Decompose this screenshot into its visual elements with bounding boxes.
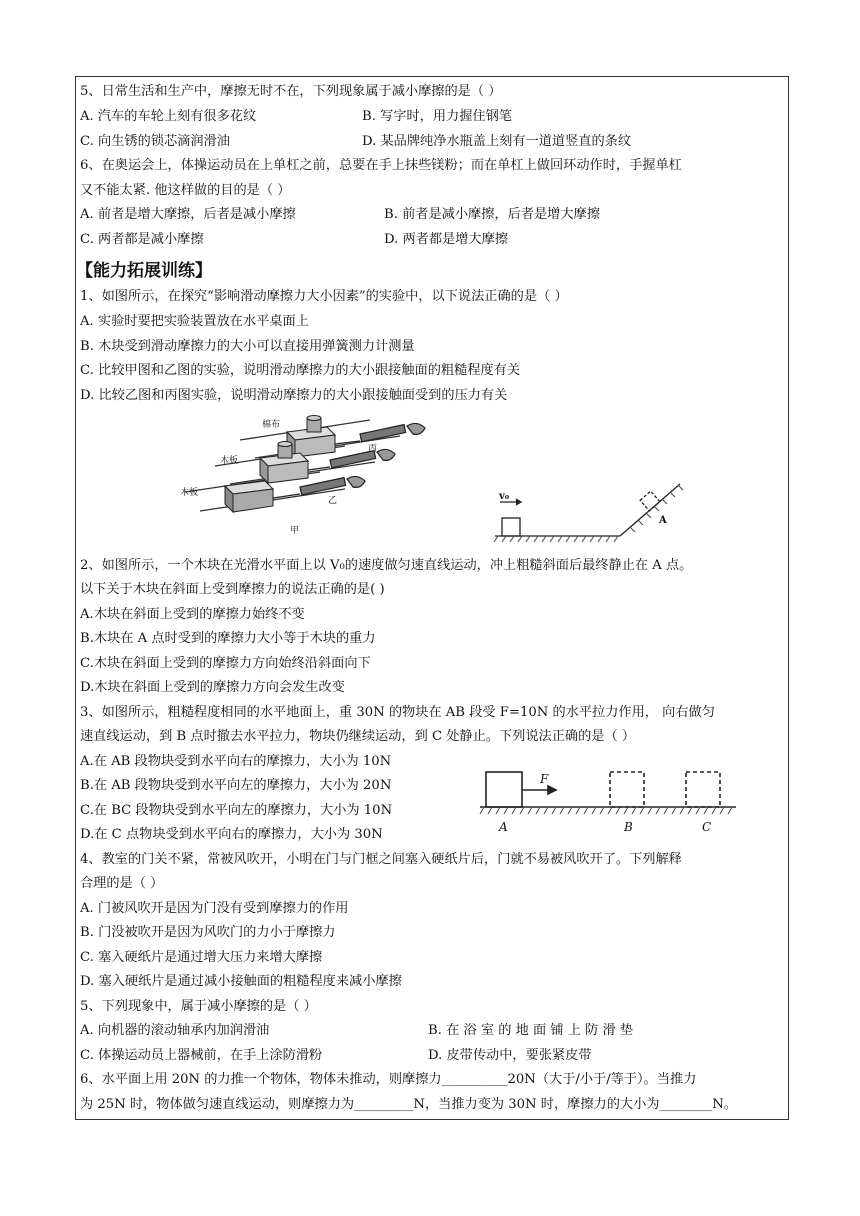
p2-q5-option-c: C. 体操运动员上器械前，在手上涂防滑粉 <box>80 1048 323 1063</box>
p2-q2-option-a: A.木块在斜面上受到的摩擦力始终不变 <box>80 607 305 622</box>
p2-q2-option-d: D.木块在斜面上受到的摩擦力方向会发生改变 <box>80 680 345 695</box>
section-title: 【能力拓展训练】 <box>76 261 212 281</box>
q6-option-b: B. 前者是减小摩擦，后者是增大摩擦 <box>384 207 600 222</box>
q6-stem-2: 又不能太紧. 他这样做的目的是（ ） <box>80 183 291 198</box>
q6-option-d: D. 两者都是增大摩擦 <box>384 232 508 247</box>
p2-q4-option-c: C. 塞入硬纸片是通过增大压力来增大摩擦 <box>80 950 323 965</box>
p2-q2-option-b: B.木块在 A 点时受到的摩擦力大小等于木块的重力 <box>80 631 376 646</box>
p2-q1-option-b: B. 木块受到滑动摩擦力的大小可以直接用弹簧测力计测量 <box>80 339 415 354</box>
p2-q6-line-1: 6、水平面上用 20N 的力推一个物体，物体未推动，则摩擦力__________20N（大于/小于/等于）。当推力 <box>80 1072 697 1087</box>
p2-q2-option-c: C.木块在斜面上受到的摩擦力方向始终沿斜面向下 <box>80 656 371 671</box>
label-bing: 丙 <box>368 444 378 454</box>
p2-q6-line-2: 为 25N 时，物体做匀速直线运动，则摩擦力为_________N，当推力变为 30N 时，摩擦力的大小为________N。 <box>80 1097 737 1112</box>
p2-q2-stem-2: 以下关于木块在斜面上受到摩擦力的说法正确的是( ) <box>80 582 385 597</box>
label-point-a: A <box>659 515 667 526</box>
q6-option-a: A. 前者是增大摩擦，后者是减小摩擦 <box>80 207 296 222</box>
q6-stem-1: 6、在奥运会上，体操运动员在上单杠之前，总要在手上抹些镁粉；而在单杠上做回环动作时，手握单杠 <box>80 158 682 173</box>
label-point-b-track: B <box>624 820 633 834</box>
p2-q1-option-d: D. 比较乙图和丙图实验，说明滑动摩擦力的大小跟接触面受到的压力有关 <box>80 388 508 403</box>
track-figure <box>478 766 740 836</box>
q5-option-a: A. 汽车的车轮上刻有很多花纹 <box>80 109 257 124</box>
p2-q3-stem-2: 速直线运动，到 B 点时撤去水平拉力，物块仍继续运动，到 C 处静止。下列说法正确的是（ ） <box>80 729 636 744</box>
p2-q5-stem: 5、下列现象中，属于减小摩擦的是（ ） <box>80 999 317 1014</box>
label-point-a-track: A <box>499 820 508 834</box>
label-board-1: 木板 <box>220 456 239 466</box>
p2-q4-option-a: A. 门被风吹开是因为门没有受到摩擦力的作用 <box>80 901 349 916</box>
label-cotton: 棉布 <box>262 420 281 430</box>
label-yi: 乙 <box>328 496 338 506</box>
p2-q3-stem-1: 3、如图所示，粗糙程度相同的水平地面上，重 30N 的物块在 AB 段受 F=10N 的水平拉力作用， 向右做匀 <box>80 705 715 720</box>
q6-option-c: C. 两者都是减小摩擦 <box>80 232 204 247</box>
p2-q1-option-a: A. 实验时要把实验装置放在水平桌面上 <box>80 314 309 329</box>
p2-q4-stem-2: 合理的是（ ） <box>80 876 164 891</box>
label-force-f: F <box>540 772 549 786</box>
p2-q4-option-d: D. 塞入硬纸片是通过减小接触面的粗糙程度来减小摩擦 <box>80 974 402 989</box>
p2-q5-option-a: A. 向机器的滚动轴承内加润滑油 <box>80 1023 270 1038</box>
p2-q5-option-b: B. 在 浴 室 的 地 面 铺 上 防 滑 垫 <box>428 1023 634 1038</box>
q5-option-b: B. 写字时，用力握住钢笔 <box>362 109 512 124</box>
p2-q3-option-b: B.在 AB 段物块受到水平向左的摩擦力，大小为 20N <box>80 778 392 793</box>
q5-stem: 5、日常生活和生产中，摩擦无时不在，下列现象属于减小摩擦的是（ ） <box>80 84 502 99</box>
p2-q4-stem-1: 4、教室的门关不紧，常被风吹开，小明在门与门框之间塞入硬纸片后，门就不易被风吹开了。下列解释 <box>80 852 682 867</box>
label-jia: 甲 <box>290 526 300 536</box>
q5-option-c: C. 向生锈的锁芯滴润滑油 <box>80 134 230 149</box>
p2-q5-option-d: D. 皮带传动中，要张紧皮带 <box>428 1048 592 1063</box>
p2-q3-option-a: A.在 AB 段物块受到水平向右的摩擦力，大小为 10N <box>80 754 392 769</box>
p2-q3-option-d: D.在 C 点物块受到水平向右的摩擦力，大小为 30N <box>80 827 383 842</box>
label-point-c-track: C <box>702 820 712 834</box>
p2-q1-option-c: C. 比较甲图和乙图的实验，说明滑动摩擦力的大小跟接触面的粗糙程度有关 <box>80 363 521 378</box>
p2-q2-stem-1: 2、如图所示，一个木块在光滑水平面上以 V₀的速度做匀速直线运动，冲上粗糙斜面后最终静止在 A 点。 <box>80 558 693 573</box>
q5-option-d: D. 某品牌纯净水瓶盖上刻有一道道竖直的条纹 <box>362 134 632 149</box>
p2-q3-option-c: C.在 BC 段物块受到水平向左的摩擦力，大小为 10N <box>80 803 393 818</box>
label-v0: v₀ <box>499 491 510 502</box>
label-board-2: 木板 <box>180 488 199 498</box>
friction-experiment-figure <box>175 410 440 542</box>
p2-q1-stem: 1、如图所示，在探究“影响滑动摩擦力大小因素”的实验中，以下说法正确的是（ ） <box>80 289 568 304</box>
p2-q4-option-b: B. 门没被吹开是因为风吹门的力小于摩擦力 <box>80 925 336 940</box>
